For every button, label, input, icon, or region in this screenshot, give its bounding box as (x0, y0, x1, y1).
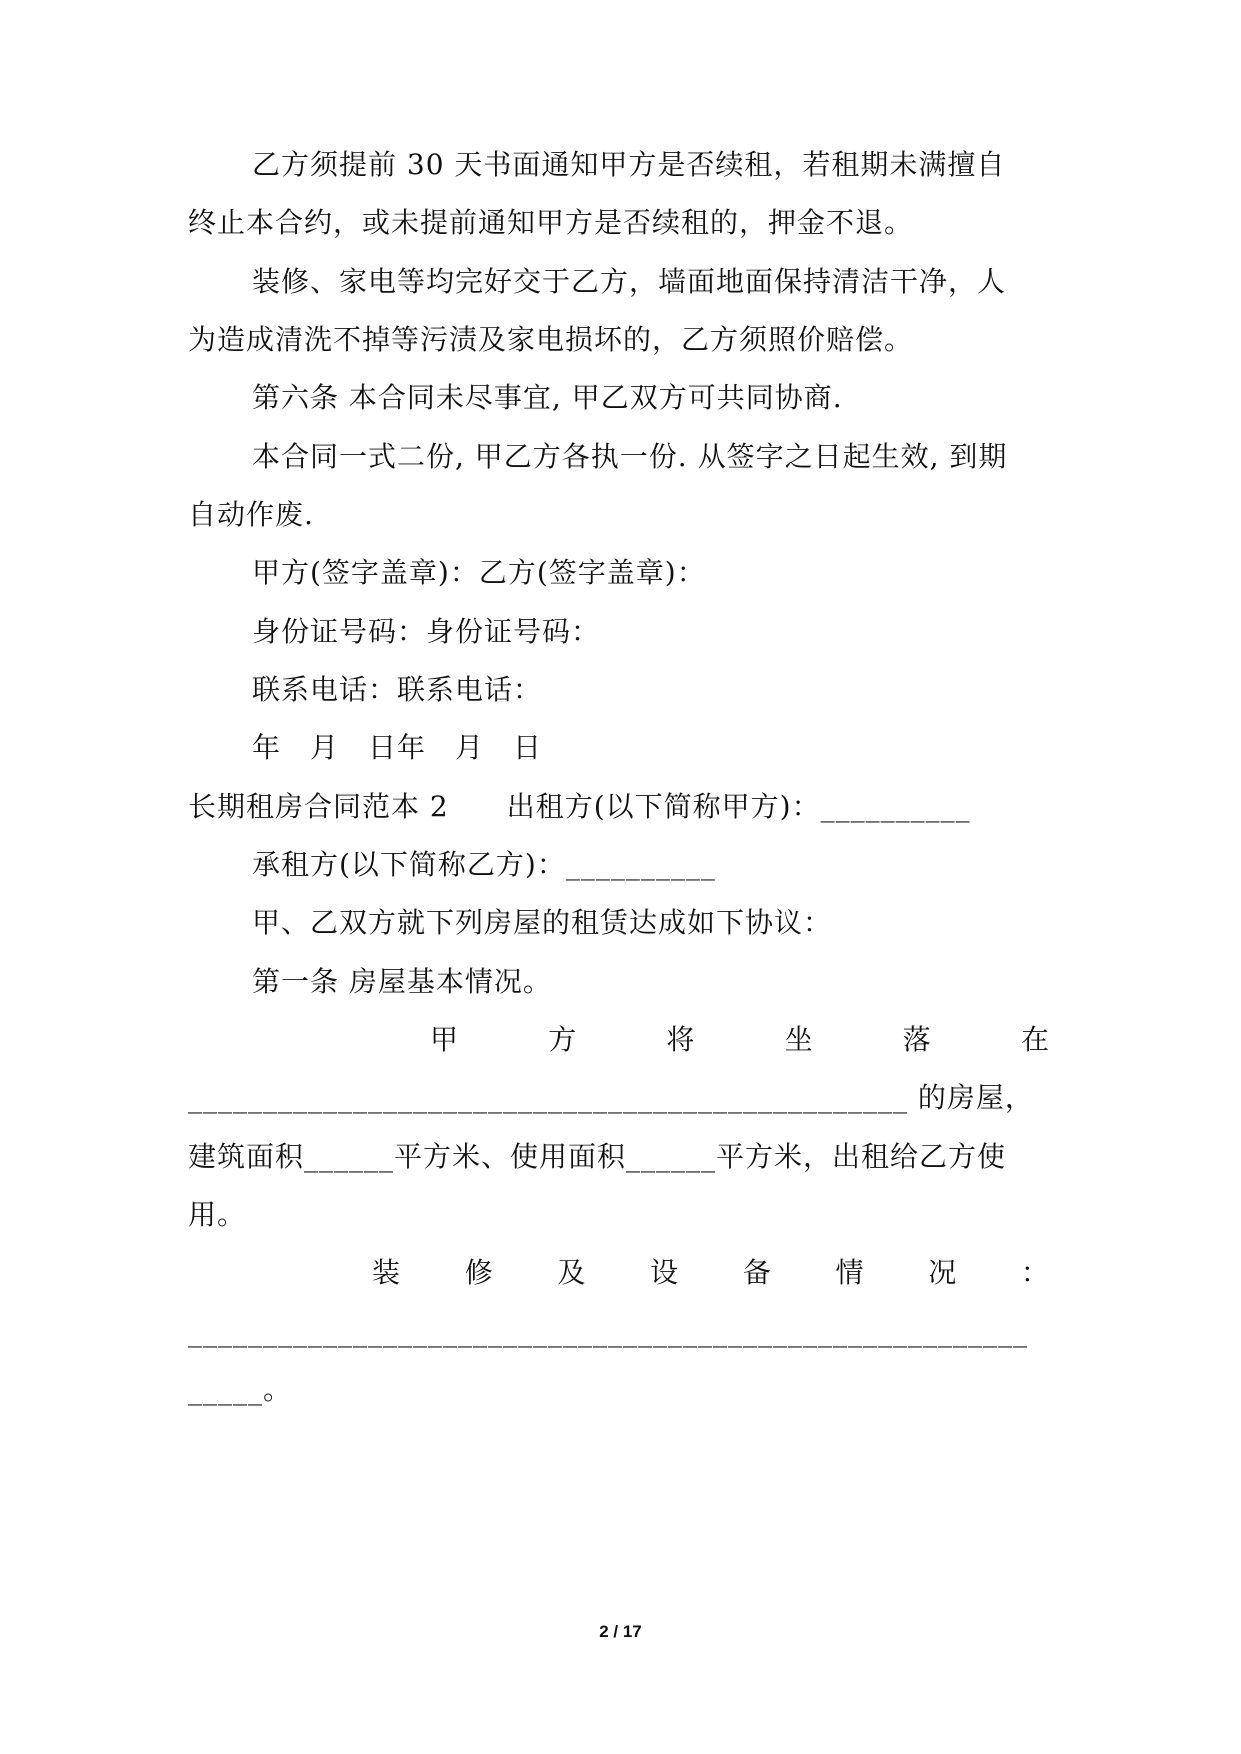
justified-line (372, 1253, 1050, 1293)
paragraph-line: 承租方(以下简称乙方)：__________ (252, 848, 716, 881)
paragraph-line: 终止本合约，或未提前通知甲方是否续租的，押金不退。 (188, 206, 914, 239)
phone-line: 联系电话：联系电话： (252, 673, 543, 706)
spread-char: 在 (1020, 1023, 1050, 1056)
paragraph-line: _____。 (188, 1373, 293, 1406)
paragraph-line: 自动作废. (188, 498, 314, 531)
page-number: 2 / 17 (599, 1622, 642, 1641)
justified-line (430, 1020, 1050, 1060)
signature-line: 甲方(签字盖章)：乙方(签字盖章)： (252, 556, 706, 589)
spread-char: 甲 (430, 1023, 460, 1056)
spread-char: 方 (548, 1023, 578, 1056)
paragraph-line: ________________________________________________________ (188, 1315, 1028, 1348)
spread-char: 设 (650, 1256, 680, 1289)
spread-char: 坐 (784, 1023, 814, 1056)
spread-char: 及 (557, 1256, 587, 1289)
spread-char: ： (1020, 1256, 1050, 1289)
paragraph-line: ________________________________________________ 的房屋， (188, 1081, 1034, 1114)
paragraph-line: 用。 (188, 1198, 247, 1231)
paragraph-line: 本合同一式二份, 甲乙方各执一份. 从签字之日起生效, 到期 (252, 440, 1008, 473)
date-line: 年 月 日年 月 日 (252, 731, 543, 764)
paragraph-line: 为造成清洗不掉等污渍及家电损坏的，乙方须照价赔偿。 (188, 323, 914, 356)
spread-char: 修 (464, 1256, 494, 1289)
paragraph-line: 建筑面积______平方米、使用面积______平方米，出租给乙方使 (188, 1140, 1007, 1173)
id-number-line: 身份证号码：身份证号码： (252, 615, 601, 648)
article-heading: 第一条 房屋基本情况。 (252, 965, 552, 998)
contract-heading-line: 长期租房合同范本 2 出租方(以下简称甲方)：__________ (188, 790, 971, 823)
spread-char: 备 (742, 1256, 772, 1289)
spread-char: 落 (902, 1023, 932, 1056)
paragraph-line: 乙方须提前 30 天书面通知甲方是否续租，若租期未满擅自 (252, 148, 1006, 181)
paragraph-line: 甲、乙双方就下列房屋的租赁达成如下协议： (252, 906, 833, 939)
spread-char: 况 (928, 1256, 958, 1289)
spread-char: 装 (372, 1256, 402, 1289)
spread-char: 情 (835, 1256, 865, 1289)
paragraph-line: 装修、家电等均完好交于乙方，墙面地面保持清洁干净，人 (252, 265, 1007, 298)
paragraph-line: 第六条 本合同未尽事宜, 甲乙双方可共同协商. (252, 381, 843, 414)
spread-char: 将 (666, 1023, 696, 1056)
